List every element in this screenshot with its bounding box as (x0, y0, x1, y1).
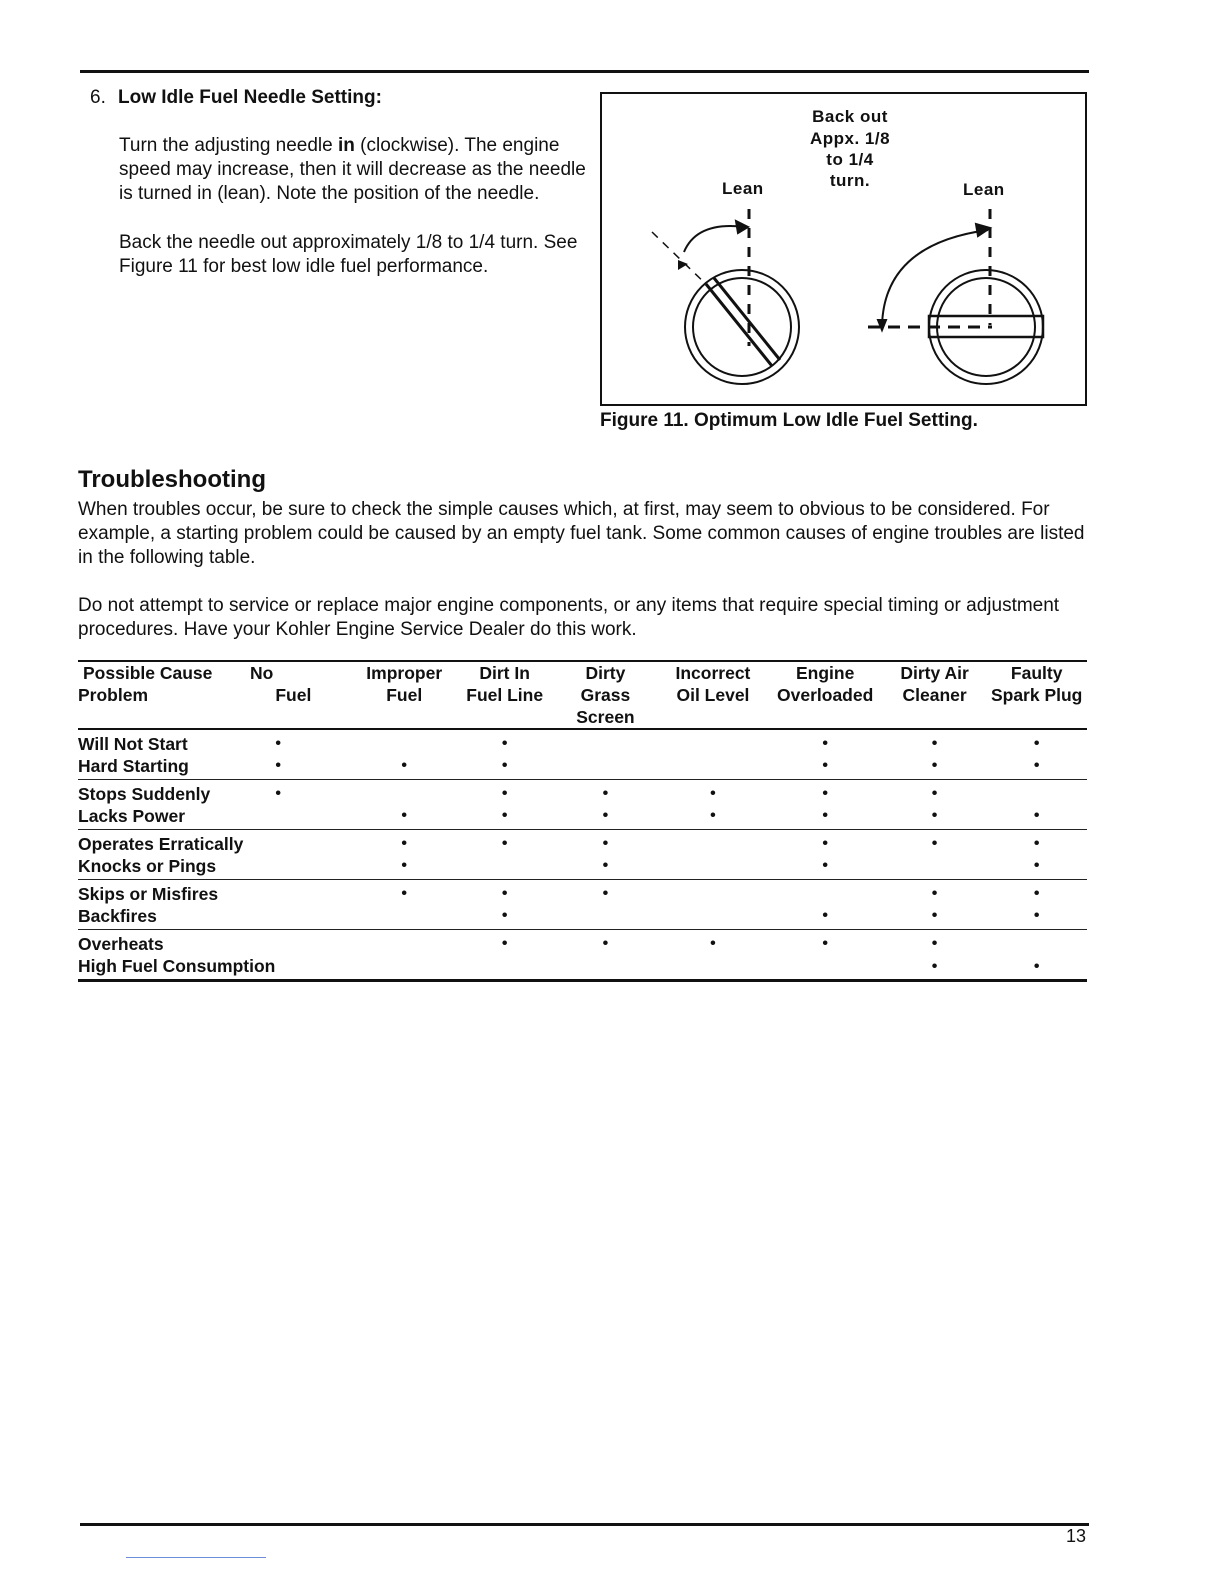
table-row (78, 805, 1087, 830)
mark-cell: • (931, 958, 938, 975)
table-group (78, 880, 1087, 930)
mark-cell (275, 955, 351, 981)
mark-cell (658, 755, 767, 780)
mark-cell: • (1033, 807, 1040, 824)
mark-cell: • (501, 807, 508, 824)
mark-cell: • (1033, 885, 1040, 902)
mark-cell: • (1033, 907, 1040, 924)
problem-cell: High Fuel Consumption (78, 956, 276, 976)
mark-cell: • (931, 885, 938, 902)
mark-cell (767, 880, 882, 906)
step-number: 6. (90, 87, 106, 108)
problem-cell: Hard Starting (78, 756, 189, 776)
mark-cell: • (501, 907, 508, 924)
figure-label-line: turn. (829, 171, 871, 190)
step-text: Turn the adjusting needle (119, 135, 339, 156)
mark-cell: • (401, 807, 408, 824)
mark-cell (552, 905, 658, 930)
mark-cell: • (602, 835, 609, 852)
mark-cell (352, 955, 457, 981)
header-no: No (250, 663, 274, 683)
mark-cell: • (275, 785, 281, 802)
header-problem: Problem (78, 685, 149, 705)
mark-cell (658, 855, 767, 880)
mark-cell (457, 855, 553, 880)
mark-cell: • (401, 885, 408, 902)
mark-cell (352, 780, 457, 806)
mark-cell (658, 830, 767, 856)
footer-link-line (126, 1557, 266, 1558)
mark-cell: • (931, 907, 938, 924)
right-needle-icon (868, 209, 1043, 384)
figure-label-line: to 1/4 (826, 150, 874, 169)
mark-cell (275, 805, 351, 830)
header-incorrect-oil-level (658, 661, 767, 729)
mark-cell (552, 729, 658, 755)
mark-cell: • (710, 807, 716, 824)
table-group (78, 780, 1087, 830)
mark-cell: • (931, 757, 938, 774)
header-line: Fuel (386, 685, 423, 705)
troubleshooting-paragraph-1: When troubles occur, be sure to check the simple causes which, at first, may seem to obvious to be considered. For example, a starting problem could be caused by an empty fuel tank. Some common causes of engine troubles are listed in the following table. (78, 499, 1085, 568)
mark-cell: • (931, 807, 938, 824)
header-line: Spark Plug (990, 685, 1083, 705)
figure-label-left: Lean (722, 179, 764, 198)
table-group (78, 930, 1087, 981)
mark-cell: • (822, 835, 828, 852)
mark-cell (352, 729, 457, 755)
header-line: Dirty Air (900, 663, 969, 683)
header-line: Faulty (1010, 663, 1063, 683)
mark-cell: • (602, 807, 609, 824)
problem-cell: Skips or Misfires (78, 884, 219, 904)
header-line: Grass Screen (576, 685, 635, 727)
header-dirt-in-fuel-line (457, 661, 553, 729)
table-row (78, 729, 1087, 755)
mark-cell: • (1033, 757, 1040, 774)
header-line: Fuel Line (466, 685, 544, 705)
step-6 (90, 86, 590, 279)
mark-cell (275, 930, 351, 956)
mark-cell (275, 855, 351, 880)
step-heading: Low Idle Fuel Needle Setting: (118, 87, 382, 108)
mark-cell (275, 905, 351, 930)
mark-cell: • (501, 785, 508, 802)
header-line: Dirty (585, 663, 626, 683)
mark-cell: • (1033, 835, 1040, 852)
header-faulty-spark-plug (986, 661, 1087, 729)
table-row (78, 755, 1087, 780)
mark-cell: • (501, 885, 508, 902)
mark-cell (658, 955, 767, 981)
table-row (78, 955, 1087, 981)
header-dirty-grass-screen (552, 661, 658, 729)
mark-cell: • (501, 735, 508, 752)
mark-cell: • (931, 835, 938, 852)
header-dirty-air-cleaner (883, 661, 986, 729)
left-needle-icon (652, 209, 799, 384)
mark-cell: • (602, 885, 609, 902)
problem-cell: Lacks Power (78, 806, 185, 826)
header-line: Overloaded (777, 685, 874, 705)
mark-cell (658, 905, 767, 930)
table-row (78, 905, 1087, 930)
mark-cell: • (822, 735, 828, 752)
mark-cell: • (602, 857, 609, 874)
figure-label-right: Lean (963, 180, 1005, 199)
mark-cell: • (501, 757, 508, 774)
table-row (78, 830, 1087, 856)
mark-cell: • (275, 757, 281, 774)
mark-cell: • (501, 835, 508, 852)
bottom-rule (80, 1523, 1089, 1526)
mark-cell: • (710, 935, 716, 952)
step-paragraph-2: Back the needle out approximately 1/8 to 1/4 turn. See Figure 11 for best low idle fuel performance. (119, 232, 578, 277)
header-line: Incorrect (675, 663, 751, 683)
mark-cell (986, 930, 1087, 956)
header-no-fuel (275, 661, 351, 729)
mark-cell: • (1033, 857, 1040, 874)
mark-cell: • (822, 757, 828, 774)
problem-cell: Backfires (78, 906, 157, 926)
mark-cell: • (822, 857, 828, 874)
mark-cell: • (931, 785, 938, 802)
header-engine-overloaded (767, 661, 882, 729)
header-improper-fuel (352, 661, 457, 729)
step-paragraph-1 (119, 134, 590, 206)
mark-cell: • (1033, 735, 1040, 752)
mark-cell: • (401, 857, 408, 874)
header-line: Improper (366, 663, 443, 683)
header-possible-cause: Possible Cause (83, 663, 213, 683)
mark-cell (658, 880, 767, 906)
mark-cell (986, 780, 1087, 806)
problem-cell: Overheats (78, 934, 164, 954)
header-line: Cleaner (902, 685, 967, 705)
mark-cell (275, 830, 351, 856)
table-row (78, 780, 1087, 806)
mark-cell: • (822, 935, 828, 952)
page-number: 13 (1066, 1526, 1087, 1546)
header-line: Dirt In (479, 663, 530, 683)
header-line: Engine (795, 663, 855, 683)
mark-cell: • (401, 757, 408, 774)
problem-cell: Operates Erratically (78, 834, 244, 854)
figure-label-line: Back out (812, 107, 888, 126)
table-row (78, 930, 1087, 956)
mark-cell: • (931, 735, 938, 752)
mark-cell: • (931, 935, 938, 952)
mark-cell (552, 955, 658, 981)
mark-cell: • (275, 735, 281, 752)
table-group (78, 830, 1087, 880)
mark-cell: • (401, 835, 408, 852)
mark-cell: • (710, 785, 716, 802)
figure-label-line: Appx. 1/8 (809, 129, 891, 148)
header-line: Oil Level (676, 685, 750, 705)
mark-cell (767, 955, 882, 981)
section-title: Troubleshooting (78, 466, 266, 493)
mark-cell (552, 755, 658, 780)
mark-cell (457, 955, 553, 981)
problem-cell: Knocks or Pings (78, 856, 217, 876)
mark-cell: • (822, 785, 828, 802)
mark-cell: • (501, 935, 508, 952)
problem-cell: Stops Suddenly (78, 784, 211, 804)
troubleshooting-paragraph-2: Do not attempt to service or replace major engine components, or any items that require special timing or adjustment procedures. Have your Kohler Engine Service Dealer do this work. (78, 595, 1060, 640)
mark-cell: • (602, 785, 609, 802)
problem-cell: Will Not Start (78, 734, 188, 754)
table-row (78, 880, 1087, 906)
table-header-row (78, 661, 1087, 729)
figure-label-center (798, 106, 902, 192)
table-row (78, 855, 1087, 880)
step-text: (clockwise). The engine speed may increase, then it will decrease as the needle is turned in (lean). Note the position of the needle. (119, 135, 586, 204)
mark-cell (883, 855, 986, 880)
mark-cell: • (1033, 958, 1040, 975)
mark-cell (658, 729, 767, 755)
troubleshooting-table (78, 660, 1087, 982)
header-fuel: Fuel (275, 685, 312, 705)
figure-11 (600, 92, 1087, 406)
top-rule (80, 70, 1089, 73)
mark-cell (352, 905, 457, 930)
mark-cell (352, 930, 457, 956)
mark-cell: • (822, 907, 828, 924)
mark-cell: • (602, 935, 609, 952)
step-bold-in: in (338, 135, 355, 156)
mark-cell: • (822, 807, 828, 824)
header-cause-problem (78, 661, 275, 729)
table-group (78, 729, 1087, 780)
mark-cell (275, 880, 351, 906)
figure-caption: Figure 11. Optimum Low Idle Fuel Setting. (600, 410, 978, 431)
